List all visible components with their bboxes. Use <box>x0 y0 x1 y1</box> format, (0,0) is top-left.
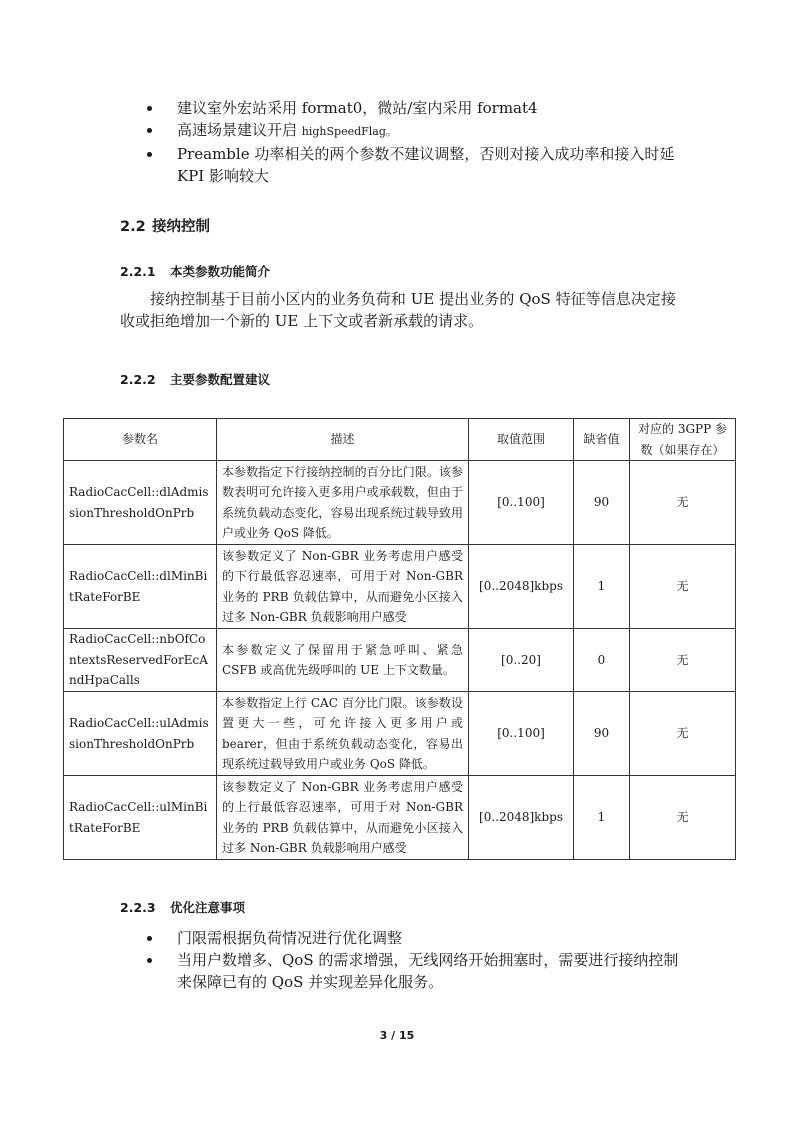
bullet-text: 高速场景建议开启 <box>177 121 302 139</box>
param-default-cell: 1 <box>574 545 630 629</box>
subsection-title: 本类参数功能简介 <box>170 264 271 279</box>
param-desc-cell: 本参数指定上行 CAC 百分比门限。该参数设置更大一些，可允许接入更多用户或 bearer，但由于系统负载动态变化，容易出现系统过载导致用户或业务 QoS 降低。 <box>217 692 469 776</box>
parameter-table <box>63 418 736 860</box>
param-3gpp-cell: 无 <box>630 461 736 545</box>
bullet-icon <box>147 958 152 963</box>
subsection-heading <box>120 262 270 280</box>
param-desc-cell: 该参数定义了 Non-GBR 业务考虑用户感受的下行最低容忍速率，可用于对 Non-GBR 业务的 PRB 负载估算中，从而避免小区接入过多 Non-GBR 负载影响用户感受 <box>217 545 469 629</box>
bullet-code-text: highSpeedFlag。 <box>301 125 397 138</box>
table-row <box>64 545 736 629</box>
param-name-cell: RadioCacCell::ulMinBitRateForBE <box>64 776 217 860</box>
param-range-cell: [0..2048]kbps <box>469 776 574 860</box>
column-header: 描述 <box>217 419 469 461</box>
param-name-cell: RadioCacCell::nbOfContextsReservedForEcAndHpaCalls <box>64 629 217 692</box>
column-header: 参数名 <box>64 419 217 461</box>
subsection-heading <box>120 898 245 916</box>
list-item <box>145 97 690 119</box>
bullet-icon <box>147 106 152 111</box>
param-range-cell: [0..100] <box>469 461 574 545</box>
param-desc-cell: 该参数定义了 Non-GBR 业务考虑用户感受的上行最低容忍速率，可用于对 Non-GBR 业务的 PRB 负载估算中，从而避免小区接入过多 Non-GBR 负载影响用户感受 <box>217 776 469 860</box>
section-title: 接纳控制 <box>152 219 210 235</box>
param-name-cell: RadioCacCell::dlAdmissionThresholdOnPrb <box>64 461 217 545</box>
bottom-bullet-list <box>145 927 690 993</box>
param-3gpp-cell: 无 <box>630 629 736 692</box>
intro-paragraph: 接纳控制基于目前小区内的业务负荷和 UE 提出业务的 QoS 特征等信息决定接收或拒绝增加一个新的 UE 上下文或者新承载的请求。 <box>120 290 676 330</box>
param-default-cell: 90 <box>574 461 630 545</box>
list-item <box>145 143 690 187</box>
param-3gpp-cell: 无 <box>630 545 736 629</box>
subsection-number: 2.2.3 <box>120 900 156 915</box>
param-default-cell: 90 <box>574 692 630 776</box>
table-row <box>64 461 736 545</box>
param-3gpp-cell: 无 <box>630 776 736 860</box>
param-desc-cell: 本参数定义了保留用于紧急呼叫、紧急 CSFB 或高优先级呼叫的 UE 上下文数量。 <box>217 629 469 692</box>
bullet-text: 建议室外宏站采用 format0，微站/室内采用 format4 <box>177 99 538 117</box>
list-item <box>145 927 690 949</box>
bullet-text: 门限需根据负荷情况进行优化调整 <box>177 929 403 947</box>
param-range-cell: [0..2048]kbps <box>469 545 574 629</box>
page-number: 3 / 15 <box>379 1029 415 1042</box>
param-desc-cell: 本参数指定下行接纳控制的百分比门限。该参数表明可允许接入更多用户或承载数，但由于系统负载动态变化，容易出现系统过载导致用户或业务 QoS 降低。 <box>217 461 469 545</box>
table-header-row <box>64 419 736 461</box>
bullet-text: Preamble 功率相关的两个参数不建议调整，否则对接入成功率和接入时延 KPI 影响较大 <box>177 145 675 185</box>
column-header: 缺省值 <box>574 419 630 461</box>
bullet-icon <box>147 128 152 133</box>
section-number: 2.2 <box>120 219 146 235</box>
list-item <box>145 119 690 143</box>
column-header: 对应的 3GPP 参数（如果存在） <box>630 419 736 461</box>
param-range-cell: [0..20] <box>469 629 574 692</box>
table-row <box>64 776 736 860</box>
subsection-title: 优化注意事项 <box>170 900 246 915</box>
table-row <box>64 692 736 776</box>
bullet-text: 当用户数增多、QoS 的需求增强，无线网络开始拥塞时，需要进行接纳控制来保障已有的 QoS 并实现差异化服务。 <box>177 951 679 991</box>
section-heading <box>120 215 210 236</box>
param-3gpp-cell: 无 <box>630 692 736 776</box>
param-default-cell: 1 <box>574 776 630 860</box>
param-name-cell: RadioCacCell::ulAdmissionThresholdOnPrb <box>64 692 217 776</box>
param-default-cell: 0 <box>574 629 630 692</box>
table-row <box>64 629 736 692</box>
subsection-heading <box>120 370 270 388</box>
top-bullet-list <box>145 97 690 187</box>
bullet-icon <box>147 936 152 941</box>
list-item <box>145 949 690 993</box>
subsection-number: 2.2.1 <box>120 264 156 279</box>
subsection-title: 主要参数配置建议 <box>170 372 271 387</box>
column-header: 取值范围 <box>469 419 574 461</box>
param-range-cell: [0..100] <box>469 692 574 776</box>
param-name-cell: RadioCacCell::dlMinBitRateForBE <box>64 545 217 629</box>
bullet-icon <box>147 152 152 157</box>
subsection-number: 2.2.2 <box>120 372 156 387</box>
